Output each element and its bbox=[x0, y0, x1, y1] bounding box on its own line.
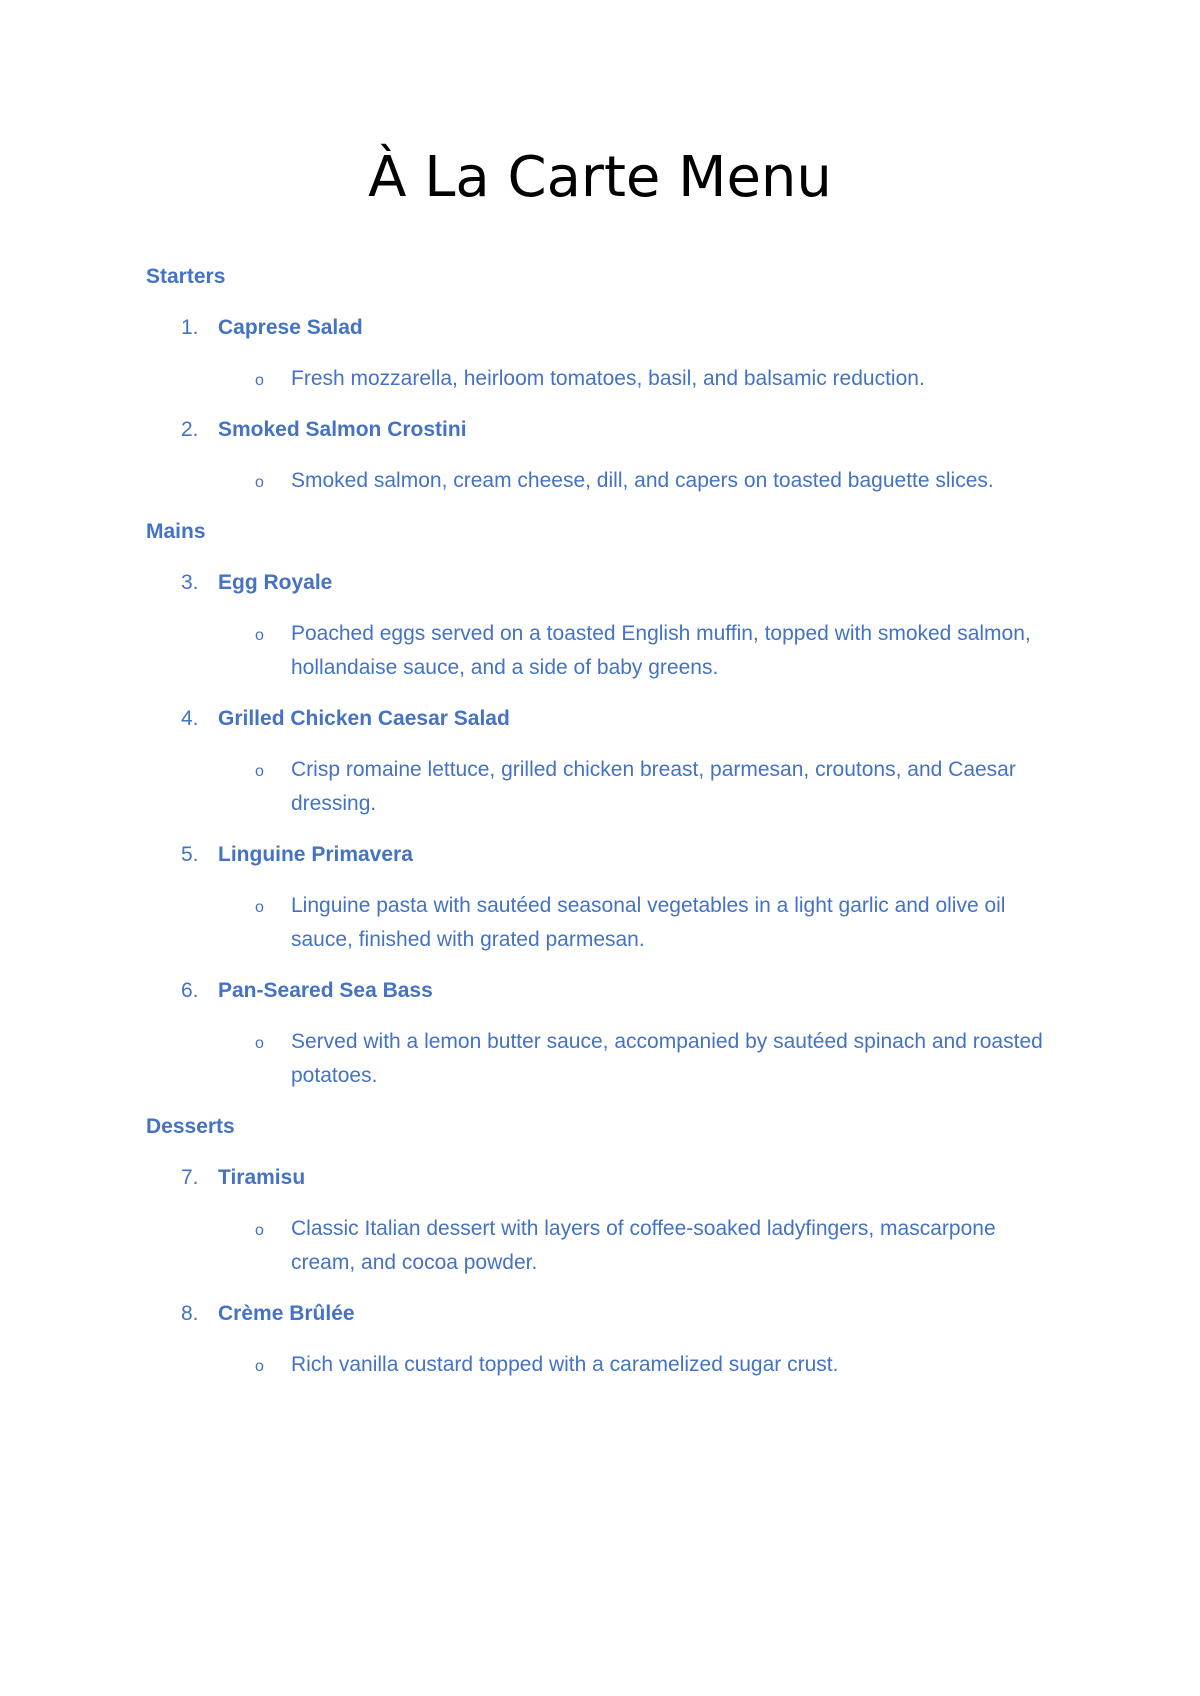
item-name: Crème Brûlée bbox=[218, 1302, 355, 1325]
menu-item bbox=[0, 1161, 1200, 1195]
item-description-text: Served with a lemon butter sauce, accompanied by sautéed spinach and roasted potatoes. bbox=[291, 1030, 1043, 1087]
bullet-icon: o bbox=[255, 763, 264, 780]
item-description bbox=[0, 1212, 1051, 1280]
section-heading: Mains bbox=[146, 520, 206, 543]
section-heading: Starters bbox=[146, 265, 226, 288]
bullet-icon: o bbox=[255, 627, 264, 644]
item-description bbox=[0, 362, 1051, 396]
page-title: À La Carte Menu bbox=[368, 145, 832, 210]
item-description-text: Poached eggs served on a toasted English muffin, topped with smoked salmon, hollandaise sauce, and a side of baby greens. bbox=[291, 622, 1031, 679]
item-number: 4. bbox=[181, 707, 199, 730]
item-name: Caprese Salad bbox=[218, 316, 363, 339]
item-number: 6. bbox=[181, 979, 199, 1002]
item-description bbox=[0, 889, 1051, 957]
item-name: Grilled Chicken Caesar Salad bbox=[218, 707, 510, 730]
section-gap bbox=[0, 498, 1200, 515]
item-description-text: Fresh mozzarella, heirloom tomatoes, basil, and balsamic reduction. bbox=[291, 367, 925, 390]
item-name: Linguine Primavera bbox=[218, 843, 413, 866]
item-description bbox=[0, 1348, 1051, 1382]
item-description bbox=[0, 464, 1051, 498]
bullet-icon: o bbox=[255, 372, 264, 389]
section-gap bbox=[0, 1093, 1200, 1110]
menu-item bbox=[0, 702, 1200, 736]
menu-item bbox=[0, 566, 1200, 600]
menu-item bbox=[0, 311, 1200, 345]
menu-item bbox=[0, 974, 1200, 1008]
menu-section-desserts bbox=[0, 1110, 1200, 1382]
bullet-icon: o bbox=[255, 1358, 264, 1375]
item-number: 2. bbox=[181, 418, 199, 441]
item-description-text: Rich vanilla custard topped with a caramelized sugar crust. bbox=[291, 1353, 839, 1376]
bullet-icon: o bbox=[255, 474, 264, 491]
menu-item bbox=[0, 413, 1200, 447]
menu-section-starters bbox=[0, 260, 1200, 498]
item-name: Tiramisu bbox=[218, 1166, 306, 1189]
item-description bbox=[0, 753, 1051, 821]
item-number: 3. bbox=[181, 571, 199, 594]
menu-section-mains bbox=[0, 515, 1200, 1093]
item-name: Pan-Seared Sea Bass bbox=[218, 979, 433, 1002]
bullet-icon: o bbox=[255, 899, 264, 916]
item-number: 8. bbox=[181, 1302, 199, 1325]
item-description-text: Linguine pasta with sautéed seasonal vegetables in a light garlic and olive oil sauce, finished with grated parmesan. bbox=[291, 894, 1006, 951]
section-heading: Desserts bbox=[146, 1115, 235, 1138]
menu-item bbox=[0, 1297, 1200, 1331]
menu-item bbox=[0, 838, 1200, 872]
item-description-text: Smoked salmon, cream cheese, dill, and capers on toasted baguette slices. bbox=[291, 469, 994, 492]
item-name: Smoked Salmon Crostini bbox=[218, 418, 467, 441]
menu-content bbox=[0, 260, 1200, 1382]
item-description-text: Classic Italian dessert with layers of coffee-soaked ladyfingers, mascarpone cream, and cocoa powder. bbox=[291, 1217, 996, 1274]
item-description-text: Crisp romaine lettuce, grilled chicken breast, parmesan, croutons, and Caesar dressing. bbox=[291, 758, 1016, 815]
item-description bbox=[0, 1025, 1051, 1093]
bullet-icon: o bbox=[255, 1035, 264, 1052]
item-number: 5. bbox=[181, 843, 199, 866]
item-name: Egg Royale bbox=[218, 571, 333, 594]
item-description bbox=[0, 617, 1051, 685]
item-number: 1. bbox=[181, 316, 199, 339]
item-number: 7. bbox=[181, 1166, 199, 1189]
bullet-icon: o bbox=[255, 1222, 264, 1239]
